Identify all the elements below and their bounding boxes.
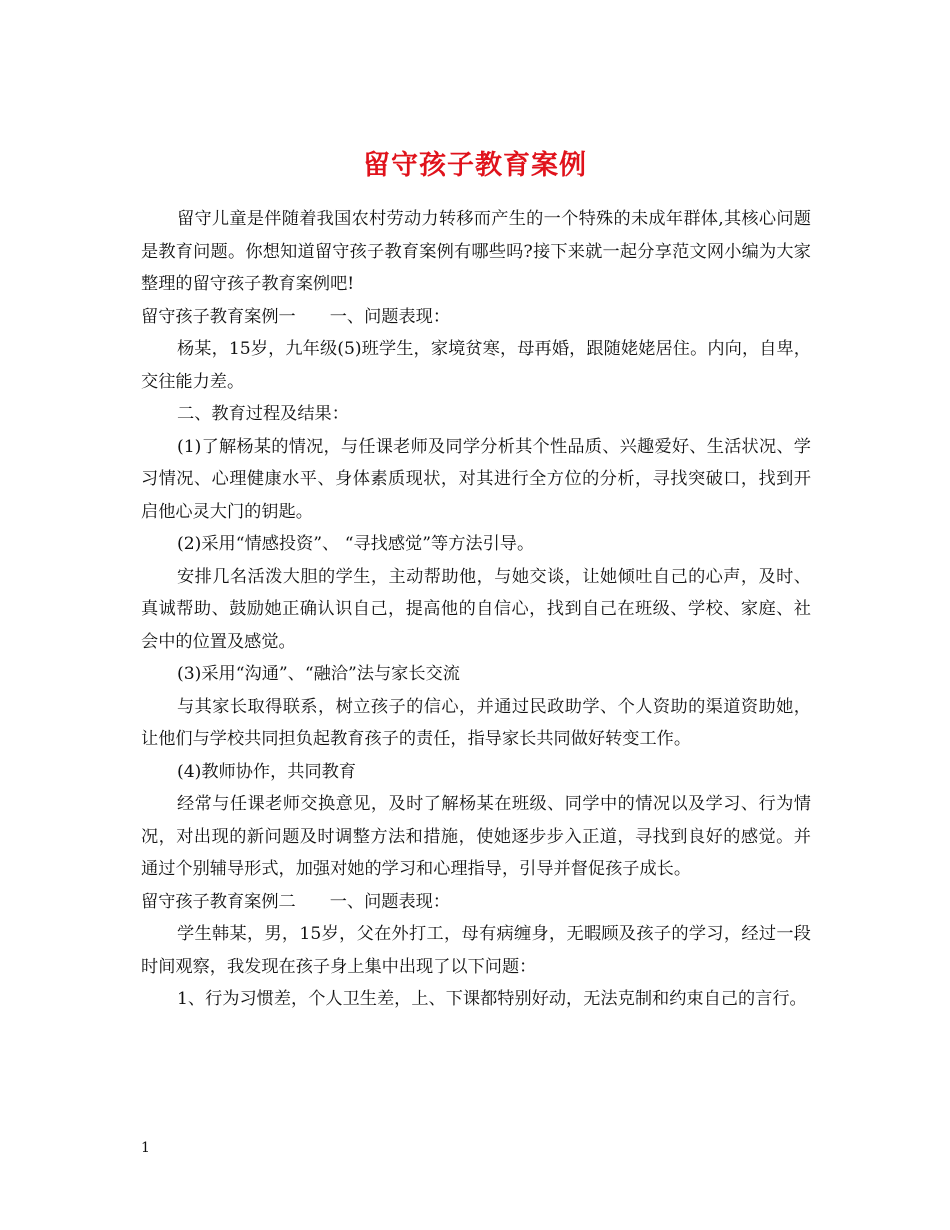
case-1-heading — [141, 301, 811, 334]
document-body — [141, 203, 811, 1016]
case-1-label: 留守孩子教育案例一 — [141, 306, 296, 327]
case-1-step-2-detail: 安排几名活泼大胆的学生，主动帮助他，与她交谈，让她倾吐自己的心声，及时、真诚帮助、鼓励她正确认识自己，提高他的自信心，找到自己在班级、学校、家庭、社会中的位置及感觉。 — [141, 566, 811, 652]
case-1-step-4-detail: 经常与任课老师交换意见，及时了解杨某在班级、同学中的情况以及学习、行为情况，对出现的新问题及时调整方法和措施，使她逐步步入正道，寻找到良好的感觉。并通过个别辅导形式，加强对她的学习和心理指导，引导并督促孩子成长。 — [141, 794, 811, 879]
case-1-process-heading: 二、教育过程及结果： — [177, 404, 349, 424]
case-1-problem-paragraph: 杨某，15岁，九年级(5)班学生，家境贫寒，母再婚，跟随姥姥居住。内向，自卑，交往能力差。 — [141, 339, 811, 392]
case-1-step-1: (1)了解杨某的情况，与任课老师及同学分析其个性品质、兴趣爱好、生活状况、学习情况、心理健康水平、身体素质现状，对其进行全方位的分析，寻找突破口，找到开启他心灵大门的钥匙。 — [141, 436, 811, 522]
case-2-section-title: 一、问题表现： — [329, 891, 451, 912]
case-1-section-title: 一、问题表现： — [329, 306, 451, 327]
page-number: 1 — [141, 1140, 150, 1156]
intro-paragraph: 留守儿童是伴随着我国农村劳动力转移而产生的一个特殊的未成年群体,其核心问题是教育问题。你想知道留守孩子教育案例有哪些吗?接下来就一起分享范文网小编为大家整理的留守孩子教育案例吧! — [141, 209, 811, 294]
case-1-step-3-detail: 与其家长取得联系，树立孩子的信心，并通过民政助学、个人资助的渠道资助她，让他们与学校共同担负起教育孩子的责任，指导家长共同做好转变工作。 — [141, 696, 811, 749]
case-2-heading — [141, 886, 811, 919]
case-2-problem-paragraph: 学生韩某，男，15岁，父在外打工，母有病缠身，无暇顾及孩子的学习，经过一段时间观察，我发现在孩子身上集中出现了以下问题： — [141, 924, 811, 977]
case-1-step-3: (3)采用“沟通”、“融洽”法与家长交流 — [177, 664, 460, 684]
case-2-label: 留守孩子教育案例二 — [141, 891, 296, 912]
case-2-problem-item-1: 1、行为习惯差，个人卫生差，上、下课都特别好动，无法克制和约束自己的言行。 — [177, 989, 807, 1009]
case-1-step-4: (4)教师协作，共同教育 — [177, 761, 357, 782]
document-title: 留守孩子教育案例 — [363, 150, 587, 182]
case-1-step-2: (2)采用“情感投资”、 “寻找感觉”等方法引导。 — [177, 534, 535, 554]
